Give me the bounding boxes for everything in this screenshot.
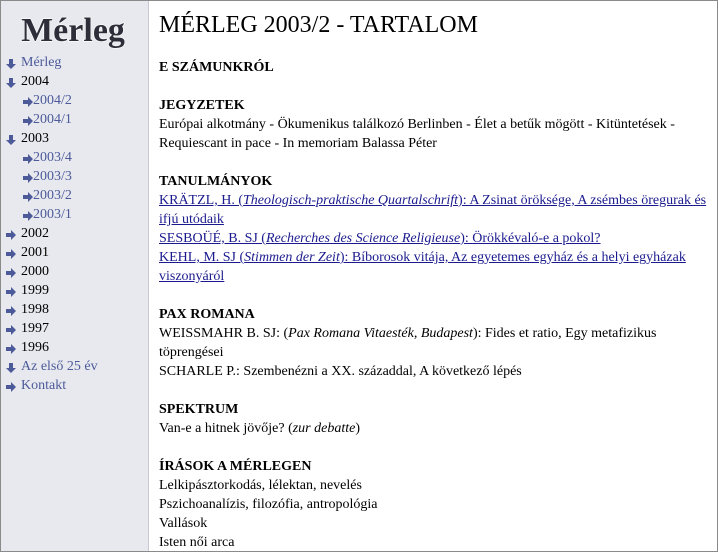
arrow-right-icon [22, 171, 31, 183]
arrow-right-icon [22, 95, 31, 107]
section [159, 58, 714, 77]
entry-line [159, 533, 714, 552]
sidebar-item-label: 2003/1 [33, 207, 72, 222]
entry-text: Lelkipásztorkodás, lélektan, nevelés [159, 478, 362, 493]
sidebar-item-label: 2003/3 [33, 169, 72, 184]
entry-line [159, 419, 714, 438]
arrow-right-icon [5, 285, 17, 297]
sidebar-item-2004[interactable] [1, 72, 148, 91]
entry-line [159, 476, 714, 495]
arrow-down-icon [5, 361, 17, 373]
section [159, 172, 714, 286]
sidebar-item-2003-2[interactable] [1, 186, 148, 205]
section-title: PAX ROMANA [159, 307, 255, 322]
entry-text: Isten női arca [159, 535, 235, 550]
sidebar-item-label: 2004/2 [33, 93, 72, 108]
arrow-right-icon [5, 342, 17, 354]
arrow-right-icon [5, 380, 17, 392]
section-title: SPEKTRUM [159, 402, 239, 417]
article-link[interactable]: ): Örökkévaló-e a pokol? [460, 231, 601, 246]
arrow-right-icon [5, 304, 17, 316]
logo-graphic [5, 10, 141, 50]
sidebar-item-label: Kontakt [21, 378, 67, 393]
sidebar-item-2003-4[interactable] [1, 148, 148, 167]
arrow-down-icon [5, 57, 17, 69]
sidebar-item-label: 2003/2 [33, 188, 72, 203]
article-link[interactable]: SESBOÜÉ, B. SJ ( [159, 231, 266, 246]
article-link[interactable]: Stimmen der Zeit [244, 250, 340, 265]
sidebar-item-label: 2004 [21, 74, 49, 89]
arrow-right-icon [5, 228, 17, 240]
section [159, 305, 714, 381]
page-title: MÉRLEG 2003/2 - TARTALOM [159, 12, 478, 38]
sidebar-item-1997[interactable] [1, 319, 148, 338]
article-link[interactable]: ): A Zsinat öröksége, A zsémbes öregurak és ifjú utódaik [159, 193, 707, 227]
table-of-contents [159, 58, 714, 552]
section-title: E SZÁMUNKRÓL [159, 60, 274, 75]
sidebar-item-2001[interactable] [1, 243, 148, 262]
entry-text: ): Fides et ratio, Egy metafizikus töprengései [159, 326, 657, 360]
sidebar-item-m-rleg[interactable] [1, 53, 148, 72]
site-logo[interactable] [4, 9, 142, 51]
arrow-down-icon [5, 76, 17, 88]
arrow-right-icon [22, 114, 31, 126]
arrow-right-icon [22, 209, 31, 221]
sidebar-item-az-els-25-v[interactable] [1, 357, 148, 376]
sidebar-item-2000[interactable] [1, 262, 148, 281]
section [159, 400, 714, 438]
entry-text: WEISSMAHR B. SJ: ( [159, 326, 289, 341]
arrow-right-icon [5, 247, 17, 259]
sidebar-item-label: 1997 [21, 321, 49, 336]
section [159, 457, 714, 552]
entry-text: Pax Romana Vitaesték, Budapest [288, 326, 473, 341]
entry-text: SCHARLE P.: Szembenézni a XX. századdal, A következő lépés [159, 364, 522, 379]
entry-text: Van-e a hitnek jövője? ( [159, 421, 293, 436]
sidebar-item-2004-1[interactable] [1, 110, 148, 129]
arrow-right-icon [22, 152, 31, 164]
logo-text: Mérleg [21, 12, 125, 49]
sidebar-item-label: 2003 [21, 131, 49, 146]
sidebar [1, 1, 149, 551]
section-title: ÍRÁSOK A MÉRLEGEN [159, 459, 312, 474]
sidebar-item-label: 2002 [21, 226, 49, 241]
sidebar-item-2004-2[interactable] [1, 91, 148, 110]
sidebar-item-label: Az első 25 év [21, 359, 98, 374]
entry-text: Pszichoanalízis, filozófia, antropológia [159, 497, 378, 512]
sidebar-item-kontakt[interactable] [1, 376, 148, 395]
article-link[interactable]: ): Bíborosok vitája, Az egyetemes egyház és a helyi egyházak viszonyáról [159, 250, 686, 284]
entry-line [159, 248, 714, 286]
article-link[interactable]: KEHL, M. SJ ( [159, 250, 245, 265]
sidebar-item-label: 1996 [21, 340, 49, 355]
sidebar-item-label: 1998 [21, 302, 49, 317]
article-link[interactable]: Theologisch-praktische Quartalschrift [243, 193, 459, 208]
entry-line [159, 191, 714, 229]
entry-line [159, 324, 714, 362]
entry-line [159, 514, 714, 533]
sidebar-item-2003[interactable] [1, 129, 148, 148]
entry-text: Európai alkotmány - Ökumenikus találkozó Berlinben - Élet a betűk mögött - Kitüntetések - Requiescant in pace - In memoriam Balassa Péter [159, 117, 675, 151]
entry-line [159, 362, 714, 381]
arrow-down-icon [5, 133, 17, 145]
sidebar-item-label: 2001 [21, 245, 49, 260]
entry-text: Vallások [159, 516, 208, 531]
sidebar-item-label: 2003/4 [33, 150, 72, 165]
entry-line [159, 229, 714, 248]
main-content [158, 1, 714, 551]
entry-text: ) [355, 421, 361, 436]
arrow-right-icon [5, 266, 17, 278]
article-link[interactable]: Recherches des Science Religieuse [265, 231, 461, 246]
article-link[interactable]: KRÄTZL, H. ( [159, 193, 243, 208]
sidebar-item-label: 1999 [21, 283, 49, 298]
sidebar-item-2003-1[interactable] [1, 205, 148, 224]
sidebar-item-label: 2004/1 [33, 112, 72, 127]
arrow-right-icon [5, 323, 17, 335]
sidebar-item-1999[interactable] [1, 281, 148, 300]
sidebar-nav [1, 53, 148, 395]
entry-line [159, 115, 714, 153]
section [159, 96, 714, 153]
section-title: JEGYZETEK [159, 98, 245, 113]
sidebar-item-1996[interactable] [1, 338, 148, 357]
sidebar-item-label: 2000 [21, 264, 49, 279]
entry-line [159, 495, 714, 514]
arrow-right-icon [22, 190, 31, 202]
section-title: TANULMÁNYOK [159, 174, 273, 189]
sidebar-item-2002[interactable] [1, 224, 148, 243]
sidebar-item-2003-3[interactable] [1, 167, 148, 186]
sidebar-item-1998[interactable] [1, 300, 148, 319]
sidebar-item-label: Mérleg [21, 55, 62, 70]
entry-text: zur debatte [292, 421, 356, 436]
